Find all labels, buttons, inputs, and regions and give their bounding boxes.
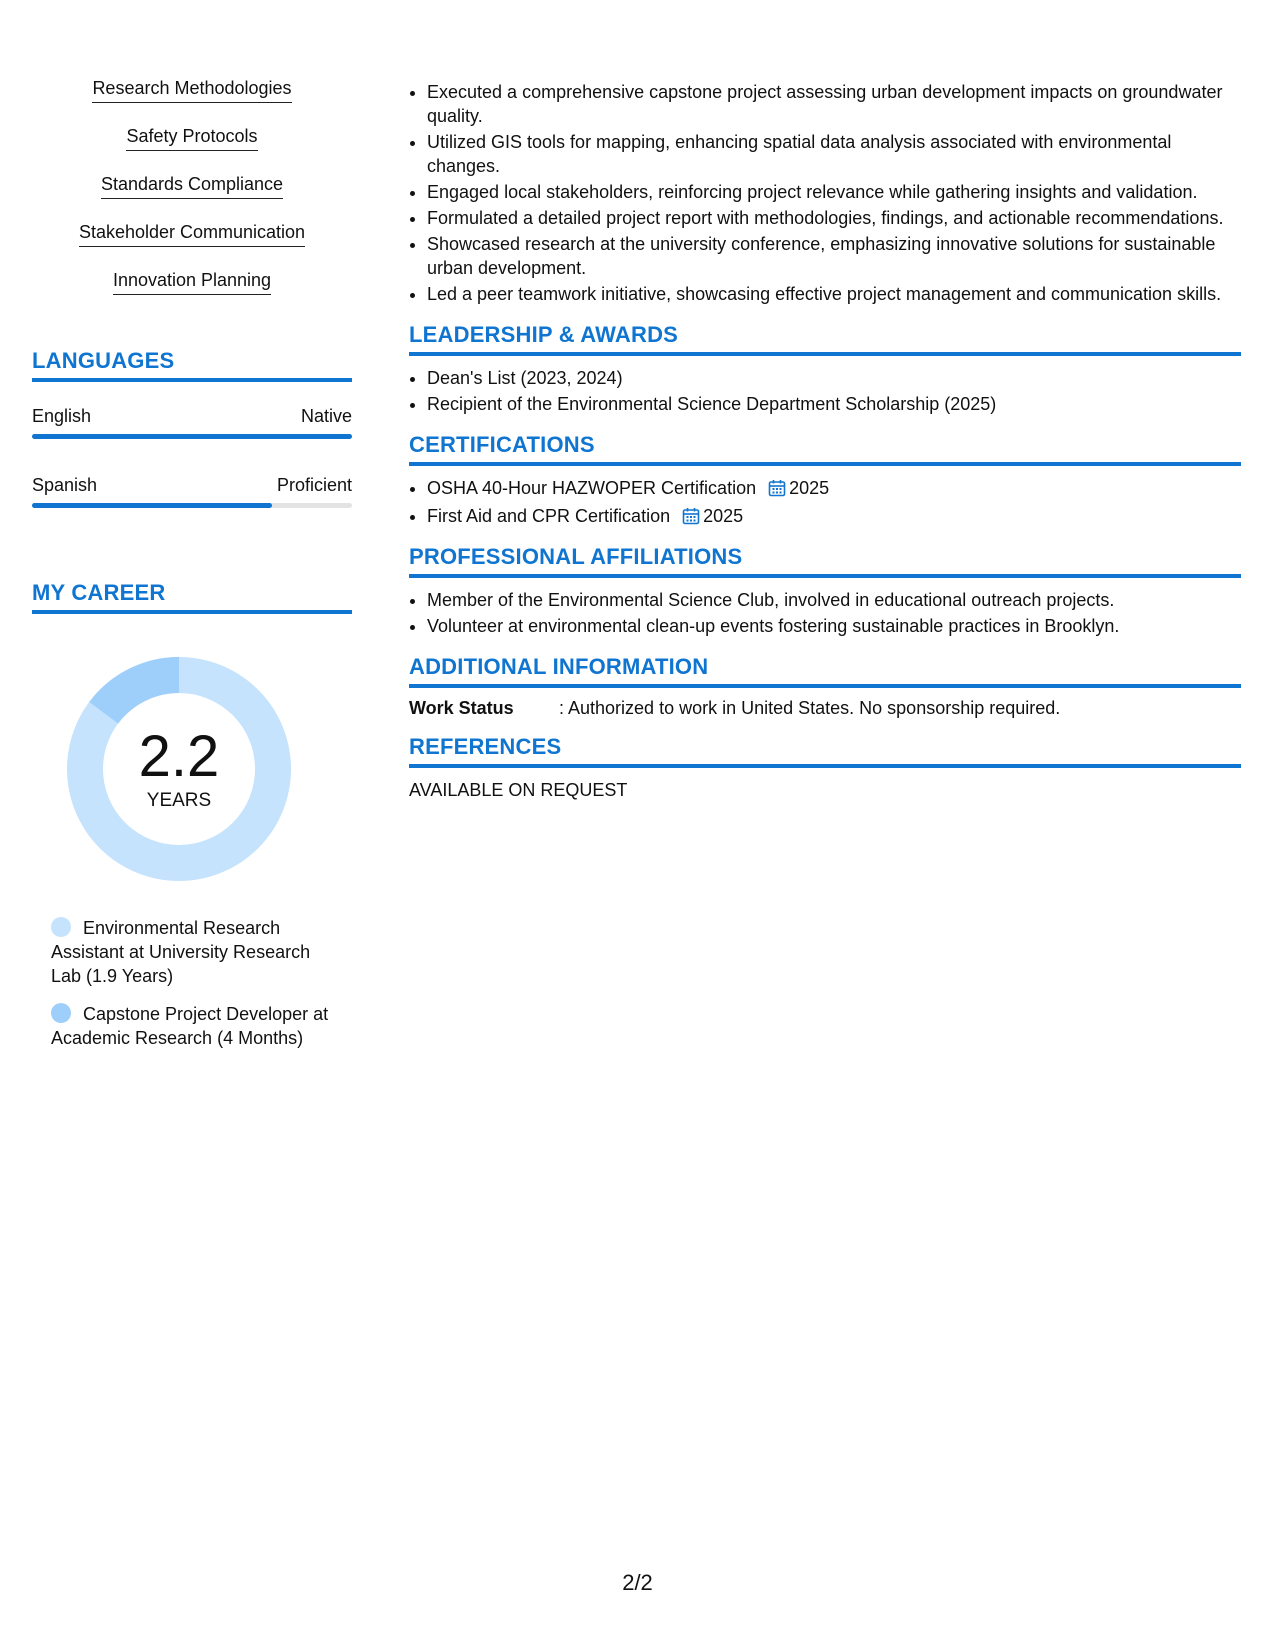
list-item: • Utilized GIS tools for mapping, enhancing spatial data analysis associated with environmental changes. [427,130,1241,178]
career-heading: MY CAREER [32,580,352,614]
list-item: • Formulated a detailed project report with methodologies, findings, and actionable recommendations. [427,206,1241,230]
legend-dot [51,917,71,937]
list-item [427,476,1241,500]
list-item: • Dean's List (2023, 2024) [427,366,1241,390]
list-item [427,504,1241,528]
list-item: • Led a peer teamwork initiative, showcasing effective project management and communication skills. [427,282,1241,306]
list-item: • Showcased research at the university conference, emphasizing innovative solutions for sustainable urban development. [427,232,1241,280]
career-total-years: 2.2 [138,724,220,789]
proficiency-fill [32,434,352,439]
list-item: • Engaged local stakeholders, reinforcing project relevance while gathering insights and validation. [427,180,1241,204]
language-level: Proficient [276,475,352,495]
work-status-row [409,696,1241,720]
references-text: AVAILABLE ON REQUEST [409,780,628,800]
skill-item: Innovation Planning [32,268,352,295]
cert-name: First Aid and CPR Certification [427,506,671,526]
list-item: • Volunteer at environmental clean-up events fostering sustainable practices in Brooklyn. [427,614,1241,638]
legend-item: Capstone Project Developer at Academic Research (4 Months) [51,1004,329,1048]
project-bullets [409,80,1241,306]
cert-year: 2025 [789,478,830,498]
language-name: Spanish [32,475,98,495]
right-column [409,76,1241,802]
calendar-icon [768,479,786,497]
donut-segment-capstone [104,675,179,713]
additional-heading: ADDITIONAL INFORMATION [409,654,1241,688]
career-legend [51,916,341,1050]
leadership-list [409,366,1241,416]
proficiency-bar [32,434,352,439]
work-status-value: : Authorized to work in United States. No sponsorship required. [559,698,1061,718]
cert-year: 2025 [703,506,744,526]
calendar-icon [682,507,700,525]
affiliations-heading: PROFESSIONAL AFFILIATIONS [409,544,1241,578]
skill-item: Research Methodologies [32,76,352,103]
skill-item: Standards Compliance [32,172,352,199]
legend-item: Environmental Research Assistant at University Research Lab (1.9 Years) [51,918,311,986]
list-item: • Member of the Environmental Science Club, involved in educational outreach projects. [427,588,1241,612]
certifications-list [409,476,1241,528]
page-number: 2/2 [622,1570,653,1595]
skill-item: Stakeholder Communication [32,220,352,247]
language-item [32,404,352,439]
left-column [32,76,352,1064]
language-level: Native [300,406,352,426]
legend-dot [51,1003,71,1023]
list-item: • Executed a comprehensive capstone project assessing urban development impacts on groundwater quality. [427,80,1241,128]
references-heading: REFERENCES [409,734,1241,768]
languages-heading: LANGUAGES [32,348,352,382]
work-status-label: Work Status [409,698,514,718]
skills-list [32,76,352,295]
language-name: English [32,406,92,426]
leadership-heading: LEADERSHIP & AWARDS [409,322,1241,356]
list-item: • Recipient of the Environmental Science Department Scholarship (2025) [427,392,1241,416]
cert-name: OSHA 40-Hour HAZWOPER Certification [427,478,757,498]
certifications-heading: CERTIFICATIONS [409,432,1241,466]
language-item [32,473,352,508]
skill-item: Safety Protocols [32,124,352,151]
career-donut-chart [64,654,294,884]
affiliations-list [409,588,1241,638]
career-unit: YEARS [146,790,212,811]
